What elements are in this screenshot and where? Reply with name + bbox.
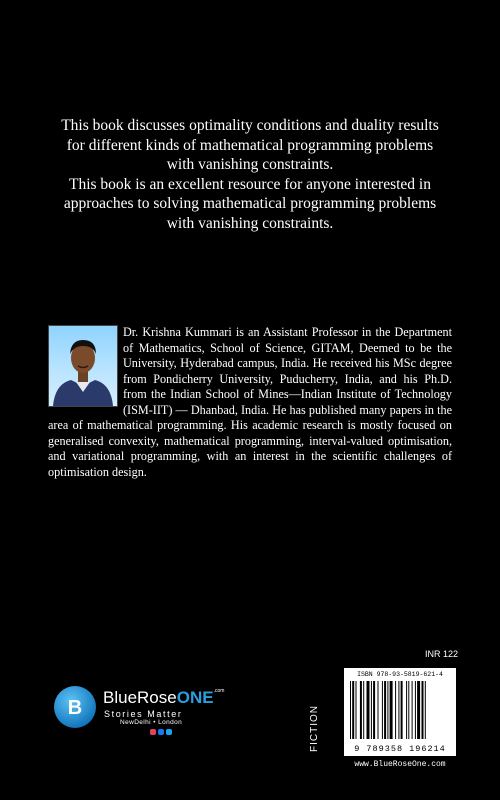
facebook-icon <box>158 729 164 735</box>
barcode-bar <box>390 681 393 739</box>
price-label: INR 122 <box>425 649 459 659</box>
barcode-bar <box>356 681 357 739</box>
barcode-bar <box>371 681 372 739</box>
blurb-paragraph-2: This book is an excellent resource for anyone interested in approaches to solving mathematical programming problems with vanishing constraints. <box>63 175 437 232</box>
barcode-bar <box>398 681 399 739</box>
barcode-bar <box>412 681 413 739</box>
photo-spacer <box>48 325 116 405</box>
barcode-bar <box>367 681 370 739</box>
barcode-bar <box>352 681 354 739</box>
barcode-digits: 9 789358 196214 <box>354 744 446 754</box>
social-icons <box>150 729 172 735</box>
barcode-bar <box>422 681 424 739</box>
publisher-cities: NewDelhi • London <box>120 719 183 726</box>
barcode-bar <box>401 681 403 739</box>
barcode-graphic <box>350 681 450 739</box>
barcode-bar <box>384 681 386 739</box>
barcode-bar <box>363 681 364 739</box>
barcode-bar <box>378 681 379 739</box>
barcode-bar <box>360 681 362 739</box>
publisher-name-part1: BlueRose <box>103 688 177 707</box>
barcode-bar <box>350 681 351 739</box>
barcode-bar <box>387 681 388 739</box>
barcode-bar <box>425 681 426 739</box>
author-bio <box>48 325 452 480</box>
barcode-bar <box>417 681 420 739</box>
isbn-label: ISBN 978-93-5819-621-4 <box>357 671 443 678</box>
barcode-bar <box>415 681 416 739</box>
back-cover-blurb <box>60 116 440 233</box>
publisher-name <box>103 688 224 708</box>
twitter-icon <box>166 729 172 735</box>
author-bio-text: Dr. Krishna Kummari is an Assistant Professor in the Department of Mathematics, School of Science, GITAM, Deemed to be the University, Hyderabad campus, India. He received his MSc degree from Pondicherry University, Puducherry, India, and his Ph.D. from the Indian School of Mines—Indian Institute of Technology (ISM-IIT) — Dhanbad, India. He has published many papers in the area of mathematical programming. His academic research is mostly focused on generalised convexity, mathematical programming, interval-valued optimisation, and variational programming, with an interest in the scientific challenges of optimisation design. <box>48 325 452 479</box>
isbn-barcode <box>344 668 456 756</box>
barcode-bar <box>395 681 396 739</box>
blurb-paragraph-1: This book discusses optimality conditions and duality results for different kinds of mathematical programming problems with vanishing constraints. <box>61 117 439 173</box>
barcode-bar <box>373 681 375 739</box>
bluerose-logo-icon <box>53 685 97 729</box>
publisher-name-part2: ONE <box>176 688 214 707</box>
barcode-bar <box>408 681 409 739</box>
publisher-name-suffix: .com <box>213 688 225 694</box>
publisher-website: www.BlueRoseOne.com <box>354 760 446 769</box>
publisher-tagline: Stories Matter <box>104 709 183 719</box>
logo-letter: B <box>67 697 83 719</box>
instagram-icon <box>150 729 156 735</box>
barcode-bar <box>406 681 407 739</box>
genre-label: FICTION <box>309 705 320 753</box>
barcode-bar <box>382 681 383 739</box>
